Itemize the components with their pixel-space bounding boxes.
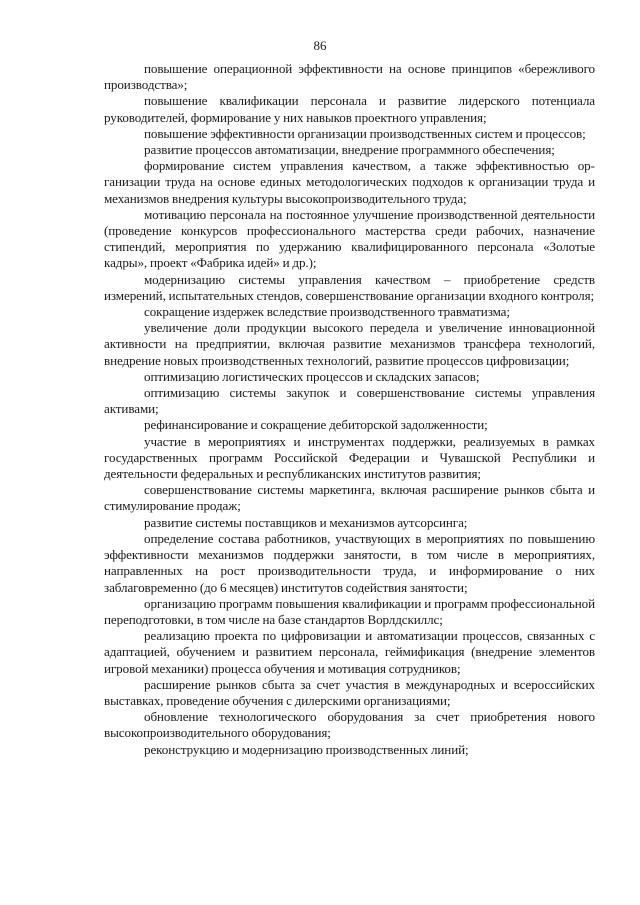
list-item: модернизацию системы управления качеством – приобретение средств измерений, испытательных стендов, совершенствование организации входного контроля;	[104, 271, 595, 303]
list-item: сокращение издержек вследствие производственного травматизма;	[144, 304, 510, 320]
list-item: мотивацию персонала на постоянное улучшение производственной деятельности (проведение конкурсов профессионального мастерства среди рабочих, назначение стипендий, мероприятия по удержанию квалифицированного персонала «Золотые кадры», проект «Фабрика идей» и др.);	[104, 206, 595, 271]
document-body	[104, 61, 595, 758]
list-item: совершенствование системы маркетинга, включая расширение рынков сбыта и стимулирование продаж;	[104, 482, 595, 514]
list-item: повышение операционной эффективности на основе принципов «бережливого производства»;	[104, 61, 595, 93]
list-item: оптимизацию системы закупок и совершенствование системы управления активами;	[104, 385, 595, 417]
list-item: повышение эффективности организации производственных систем и процессов;	[144, 125, 586, 141]
list-item: организацию программ повышения квалификации и программ профессиональной переподготовки, в том числе на базе стандартов Ворлдскиллс;	[104, 595, 595, 627]
list-item: реализацию проекта по цифровизации и автоматизации процессов, связанных с адаптацией, обучением и развитием персонала, геймификация (внедрение элементов игровой механики) процесса обучения и мотивация сотрудников;	[104, 628, 595, 676]
list-item: участие в мероприятиях и инструментах поддержки, реализуемых в рамках государственных программ Российской Федерации и Чувашской Республики и деятельности федеральных и республиканских институтов развития;	[104, 433, 595, 482]
list-item: развитие системы поставщиков и механизмов аутсорсинга;	[144, 514, 468, 530]
list-item: рефинансирование и сокращение дебиторской задолженности;	[144, 417, 488, 433]
list-item: развитие процессов автоматизации, внедрение программного обеспечения;	[144, 142, 555, 158]
list-item: определение состава работников, участвующих в мероприятиях по повышению эффективности механизмов поддержки занятости, в том числе в мероприятиях, направленных на рост производительности труда, и информирование о них заблаговременно (до 6 месяцев) институтов содействия занятости;	[104, 530, 595, 595]
list-item: расширение рынков сбыта за счет участия в международных и всероссийских выставках, проведение обучения с дилерскими организациями;	[104, 676, 595, 708]
page-number: 86	[313, 38, 327, 53]
list-item: оптимизацию логистических процессов и складских запасов;	[144, 368, 480, 384]
list-item: обновление технологического оборудования за счет приобретения нового высокопроизводительного оборудования;	[104, 709, 595, 741]
list-item: повышение квалификации персонала и развитие лидерского потенциала руководителей, формирование у них навыков проектного управления;	[104, 93, 595, 125]
list-item: реконструкцию и модернизацию производственных линий;	[144, 741, 469, 757]
list-item: формирование систем управления качеством, а также эффективностью организации труда на основе единых методологических подходов к организации труда и механизмов внедрения культуры высокопроизводительного труда;	[104, 158, 595, 206]
list-item: увеличение доли продукции высокого передела и увеличение инновационной активности на предприятии, включая развитие механизмов трансфера технологий, внедрение новых производственных технологий, развитие процессов цифровизации;	[104, 320, 595, 368]
